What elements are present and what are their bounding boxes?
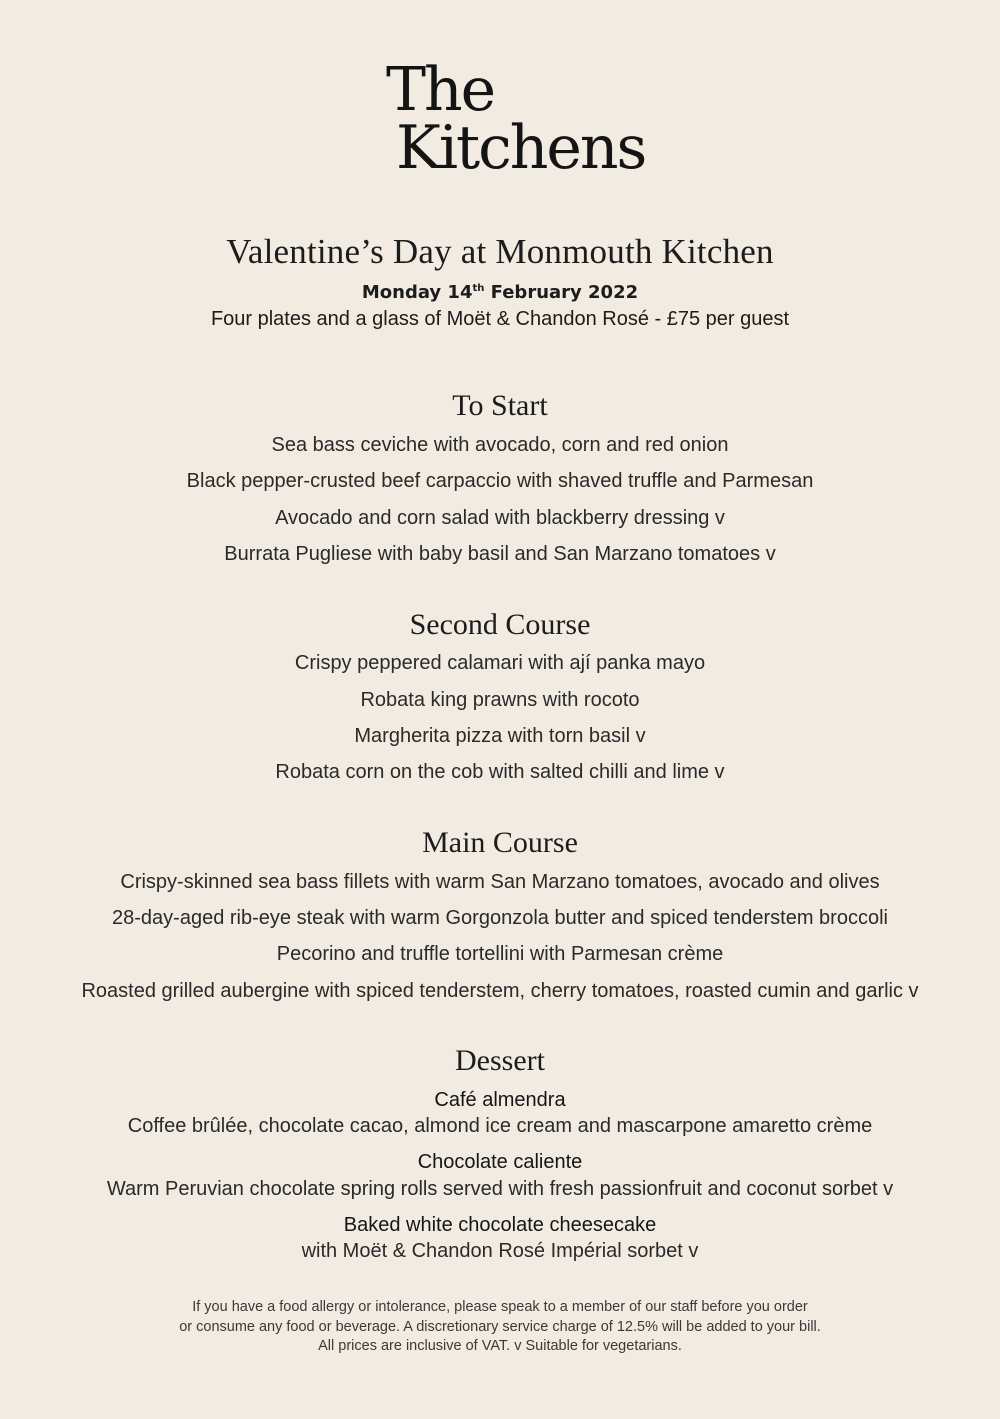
section-title-dessert: Dessert bbox=[455, 1044, 545, 1077]
section-title-main-course: Main Course bbox=[422, 826, 578, 859]
section-title-second-course: Second Course bbox=[409, 608, 591, 641]
footer-service-note: or consume any food or beverage. A discretionary service charge of 12.5% will be added to your bill. bbox=[179, 1319, 821, 1335]
menu-item: Sea bass ceviche with avocado, corn and red onion bbox=[271, 434, 729, 456]
event-date bbox=[0, 280, 1000, 306]
dessert-description: Warm Peruvian chocolate spring rolls served with fresh passionfruit and coconut sorbet v bbox=[106, 1178, 894, 1200]
dessert-name: Chocolate caliente bbox=[417, 1151, 583, 1173]
dessert-name: Café almendra bbox=[434, 1089, 566, 1111]
page-title: Valentine’s Day at Monmouth Kitchen bbox=[226, 232, 774, 271]
offer-text: Four plates and a glass of Moët & Chandon Rosé - £75 per guest bbox=[210, 308, 790, 330]
menu-item: Crispy-skinned sea bass fillets with warm San Marzano tomatoes, avocado and olives bbox=[120, 871, 880, 893]
dessert-description: Coffee brûlée, chocolate cacao, almond ice cream and mascarpone amaretto crème bbox=[127, 1115, 873, 1137]
menu-item: Margherita pizza with torn basil v bbox=[354, 725, 646, 747]
menu-item: Pecorino and truffle tortellini with Parmesan crème bbox=[276, 943, 724, 965]
section-title-to-start: To Start bbox=[452, 389, 548, 422]
menu-item: Black pepper-crusted beef carpaccio with shaved truffle and Parmesan bbox=[186, 470, 814, 492]
menu-item: Robata corn on the cob with salted chilli and lime v bbox=[275, 761, 725, 783]
dessert-description: with Moët & Chandon Rosé Impérial sorbet v bbox=[301, 1240, 699, 1262]
menu-item: Burrata Pugliese with baby basil and San Marzano tomatoes v bbox=[224, 543, 776, 565]
menu-item: 28-day-aged rib-eye steak with warm Gorgonzola butter and spiced tenderstem broccoli bbox=[112, 907, 888, 929]
footer-allergy-note: If you have a food allergy or intolerance, please speak to a member of our staff before you order bbox=[192, 1299, 808, 1315]
date-rest: February 2022 bbox=[484, 282, 639, 303]
dessert-name: Baked white chocolate cheesecake bbox=[343, 1214, 657, 1236]
menu-item: Crispy peppered calamari with ají panka mayo bbox=[294, 652, 706, 674]
logo-line-1: The bbox=[386, 55, 495, 125]
logo-line-2: Kitchens bbox=[396, 113, 646, 183]
date-ordinal: th bbox=[472, 283, 485, 294]
menu-item: Robata king prawns with rocoto bbox=[360, 689, 640, 711]
menu-item: Roasted grilled aubergine with spiced tenderstem, cherry tomatoes, roasted cumin and garlic v bbox=[81, 980, 919, 1002]
menu-item: Avocado and corn salad with blackberry dressing v bbox=[275, 507, 725, 529]
the-kitchens-logo bbox=[386, 55, 646, 183]
date-prefix: Monday 14 bbox=[361, 282, 473, 303]
footer-vat-note: All prices are inclusive of VAT. v Suitable for vegetarians. bbox=[318, 1338, 682, 1354]
